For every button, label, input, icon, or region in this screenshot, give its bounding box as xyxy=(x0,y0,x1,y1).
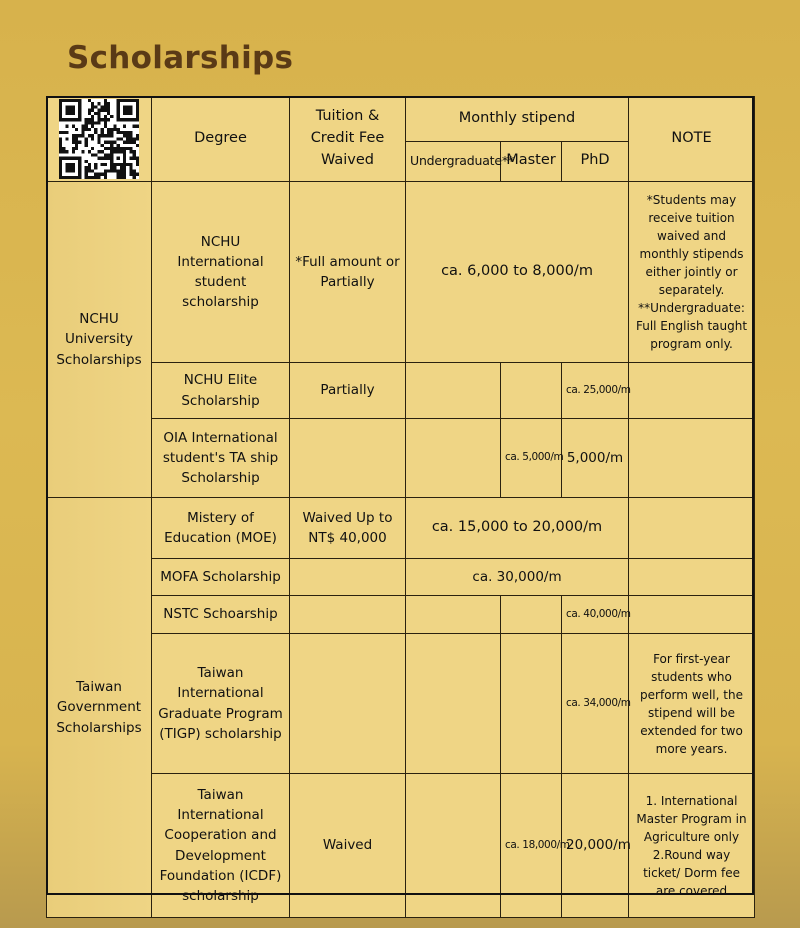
note-cell xyxy=(629,363,755,419)
qr-code-icon[interactable] xyxy=(59,99,139,179)
header-tuition: Tuition & Credit Fee Waived xyxy=(290,97,406,182)
header-phd: PhD xyxy=(562,141,629,181)
undergraduate-cell xyxy=(406,363,501,419)
tuition-cell: Partially xyxy=(290,363,406,419)
table-row xyxy=(47,596,755,634)
undergraduate-cell xyxy=(406,634,501,774)
table-row xyxy=(47,182,755,363)
section-nchu: NCHU University Scholarships xyxy=(47,182,152,498)
phd-cell: ca. 25,000/m xyxy=(562,363,629,419)
table-row xyxy=(47,774,755,918)
note-cell: 1. International Master Program in Agriculture only 2.Round way ticket/ Dorm fee are covered xyxy=(629,774,755,918)
section-taiwan: Taiwan Government Scholarships xyxy=(47,498,152,918)
undergraduate-cell xyxy=(406,774,501,918)
tuition-cell: *Full amount or Partially xyxy=(290,182,406,363)
master-cell xyxy=(501,634,562,774)
header-master: Master xyxy=(501,141,562,181)
table-row xyxy=(47,363,755,419)
master-cell xyxy=(501,363,562,419)
degree-cell: NCHU International student scholarship xyxy=(152,182,290,363)
degree-cell: MOFA Scholarship xyxy=(152,559,290,596)
stipend-cell: ca. 30,000/m xyxy=(406,559,629,596)
degree-cell: Mistery of Education (MOE) xyxy=(152,498,290,559)
table-row xyxy=(47,634,755,774)
tuition-cell xyxy=(290,419,406,498)
header-monthly-stipend: Monthly stipend xyxy=(406,97,629,142)
qr-code-cell xyxy=(47,97,152,182)
phd-cell: 5,000/m xyxy=(562,419,629,498)
undergraduate-cell xyxy=(406,419,501,498)
table-row xyxy=(47,419,755,498)
table-row xyxy=(47,498,755,559)
scholarship-table xyxy=(46,96,755,918)
tuition-cell xyxy=(290,634,406,774)
tuition-cell xyxy=(290,559,406,596)
master-cell xyxy=(501,596,562,634)
note-cell: *Students may receive tuition waived and monthly stipends either jointly or separately. **Undergraduate: Full English taught program only. xyxy=(629,182,755,363)
degree-cell: OIA International student's TA ship Scholarship xyxy=(152,419,290,498)
header-undergraduate: Undergraduate** xyxy=(406,141,501,181)
tuition-cell: Waived xyxy=(290,774,406,918)
master-cell: ca. 5,000/m xyxy=(501,419,562,498)
tuition-cell: Waived Up to NT$ 40,000 xyxy=(290,498,406,559)
degree-cell: Taiwan International Graduate Program (TIGP) scholarship xyxy=(152,634,290,774)
phd-cell: ca. 34,000/m xyxy=(562,634,629,774)
phd-cell: ca. 40,000/m xyxy=(562,596,629,634)
note-cell xyxy=(629,498,755,559)
note-cell xyxy=(629,419,755,498)
phd-cell: 20,000/m xyxy=(562,774,629,918)
degree-cell: Taiwan International Cooperation and Development Foundation (ICDF) scholarship xyxy=(152,774,290,918)
undergraduate-cell xyxy=(406,596,501,634)
page-title: Scholarships xyxy=(67,40,294,76)
degree-cell: NSTC Schoarship xyxy=(152,596,290,634)
note-cell: For first-year students who perform well, the stipend will be extended for two more years. xyxy=(629,634,755,774)
table-row xyxy=(47,559,755,596)
stipend-cell: ca. 15,000 to 20,000/m xyxy=(406,498,629,559)
note-cell xyxy=(629,596,755,634)
master-cell: ca. 18,000/m xyxy=(501,774,562,918)
header-degree: Degree xyxy=(152,97,290,182)
degree-cell: NCHU Elite Scholarship xyxy=(152,363,290,419)
note-cell xyxy=(629,559,755,596)
header-note: NOTE xyxy=(629,97,755,182)
stipend-cell: ca. 6,000 to 8,000/m xyxy=(406,182,629,363)
tuition-cell xyxy=(290,596,406,634)
